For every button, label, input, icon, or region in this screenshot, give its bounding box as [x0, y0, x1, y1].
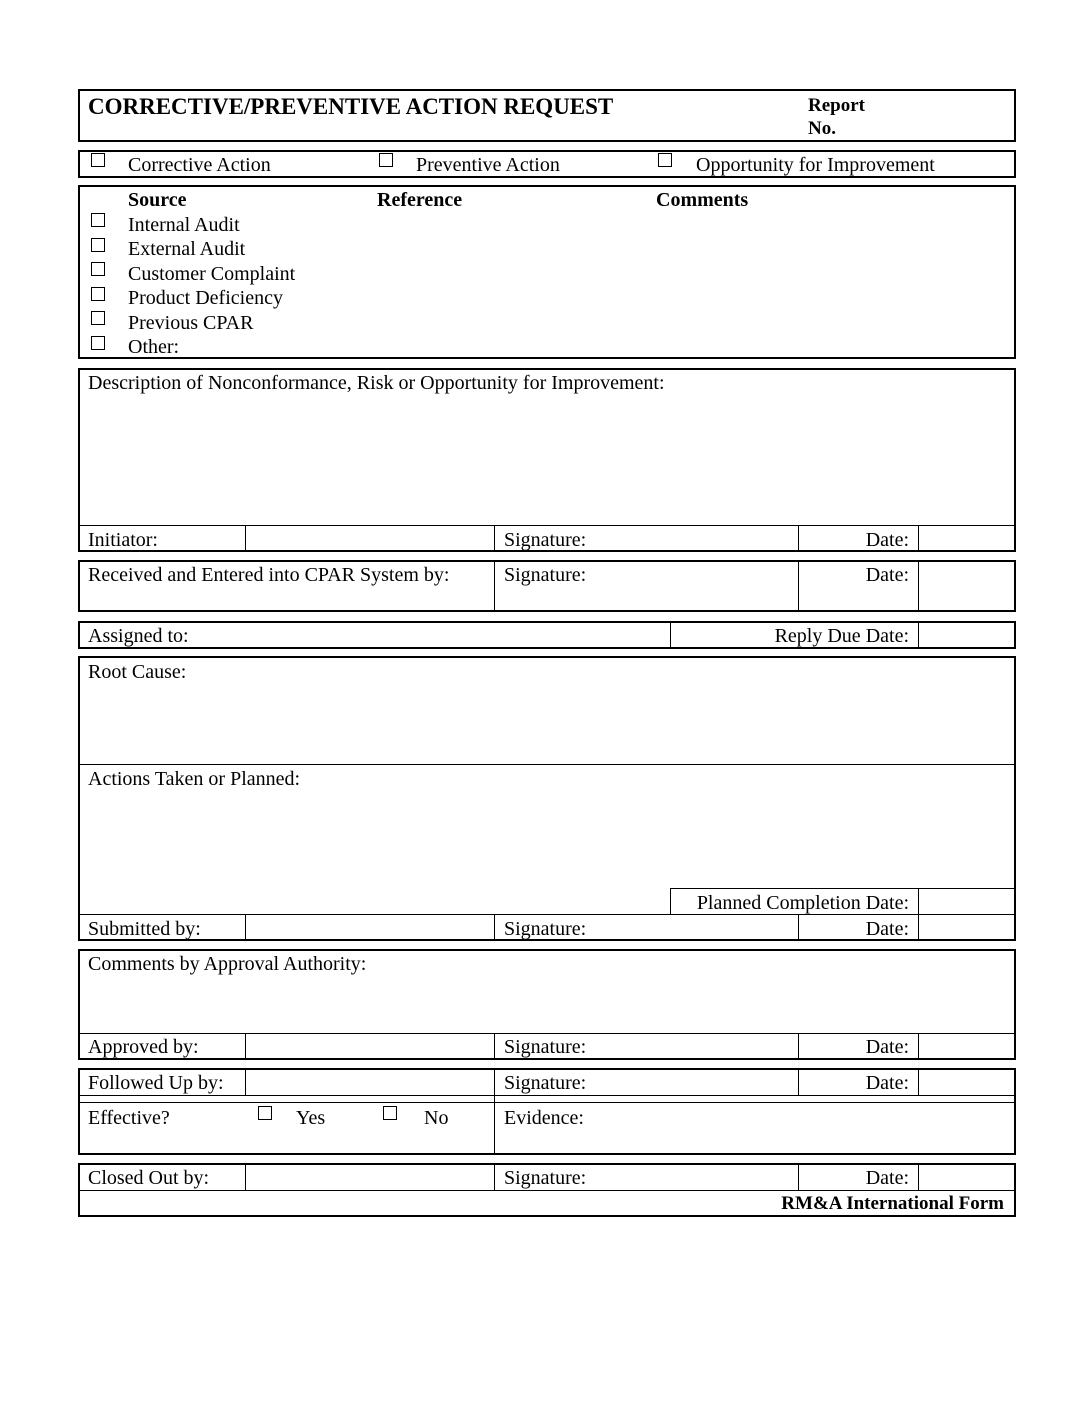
- effective-label: Effective?: [88, 1107, 170, 1129]
- submitted-by-field[interactable]: [247, 916, 492, 938]
- divider: [494, 525, 495, 551]
- divider: [245, 1164, 246, 1190]
- comments-field[interactable]: [652, 212, 1010, 354]
- evidence-label: Evidence:: [504, 1107, 584, 1129]
- description-label: Description of Nonconformance, Risk or Opportunity for Improvement:: [88, 372, 665, 394]
- divider: [79, 1190, 1015, 1191]
- approved-by-field[interactable]: [247, 1035, 492, 1057]
- divider: [918, 1164, 919, 1190]
- evidence-field[interactable]: [596, 1105, 1010, 1151]
- source-header: Source: [128, 189, 187, 211]
- source-internal-audit-label: Internal Audit: [128, 214, 240, 236]
- initiator-label: Initiator:: [88, 529, 158, 551]
- effective-yes-checkbox[interactable]: [258, 1106, 272, 1120]
- planned-completion-field[interactable]: [920, 890, 1012, 912]
- followed-up-signature-field[interactable]: [596, 1071, 796, 1093]
- source-other-checkbox[interactable]: [91, 336, 105, 350]
- comments-approval-field[interactable]: [84, 978, 1010, 1030]
- source-other-label: Other:: [128, 336, 180, 358]
- approved-date-field[interactable]: [920, 1035, 1012, 1057]
- initiator-signature-field[interactable]: [596, 527, 796, 549]
- root-cause-field[interactable]: [84, 686, 1010, 760]
- actions-taken-label: Actions Taken or Planned:: [88, 768, 301, 790]
- report-no-label-2: No.: [808, 118, 836, 139]
- submitted-date-label: Date:: [865, 918, 909, 940]
- root-cause-label: Root Cause:: [88, 661, 187, 683]
- report-no-label: Report: [808, 95, 865, 116]
- divider: [798, 914, 799, 940]
- actions-taken-field[interactable]: [84, 794, 1010, 886]
- divider: [798, 561, 799, 611]
- divider: [918, 1069, 919, 1095]
- divider: [918, 561, 919, 611]
- submitted-date-field[interactable]: [920, 916, 1012, 938]
- effective-no-label: No: [424, 1107, 449, 1129]
- initiator-field[interactable]: [247, 527, 492, 549]
- divider: [670, 888, 671, 914]
- reply-due-date-field[interactable]: [920, 623, 1012, 647]
- corrective-action-checkbox[interactable]: [91, 153, 105, 167]
- report-no-field[interactable]: [870, 92, 1010, 138]
- planned-completion-label: Planned Completion Date:: [696, 892, 909, 914]
- received-signature-field[interactable]: [500, 588, 796, 608]
- divider: [79, 1102, 1015, 1103]
- divider: [798, 525, 799, 551]
- divider: [494, 1164, 495, 1190]
- source-external-audit-checkbox[interactable]: [91, 238, 105, 252]
- followed-up-date-field[interactable]: [920, 1071, 1012, 1093]
- assigned-to-field[interactable]: [200, 623, 666, 647]
- comments-approval-label: Comments by Approval Authority:: [88, 953, 367, 975]
- submitted-by-label: Submitted by:: [88, 918, 201, 940]
- effective-yes-label: Yes: [296, 1107, 326, 1129]
- source-internal-audit-checkbox[interactable]: [91, 213, 105, 227]
- divider: [918, 1033, 919, 1059]
- received-date-field[interactable]: [920, 563, 1012, 609]
- divider: [918, 622, 919, 648]
- form-title: CORRECTIVE/PREVENTIVE ACTION REQUEST: [88, 94, 614, 119]
- divider: [798, 1164, 799, 1190]
- divider: [494, 561, 495, 611]
- initiator-date-label: Date:: [865, 529, 909, 551]
- divider: [79, 1095, 1015, 1096]
- approved-signature-label: Signature:: [504, 1036, 587, 1058]
- source-previous-cpar-checkbox[interactable]: [91, 311, 105, 325]
- preventive-action-label: Preventive Action: [416, 154, 560, 176]
- initiator-date-field[interactable]: [920, 527, 1012, 549]
- divider: [494, 1069, 495, 1154]
- divider: [79, 525, 1015, 526]
- opportunity-label: Opportunity for Improvement: [696, 154, 935, 176]
- source-external-audit-label: External Audit: [128, 238, 246, 260]
- comments-header: Comments: [656, 189, 749, 211]
- divider: [245, 1069, 246, 1095]
- effective-no-checkbox[interactable]: [383, 1106, 397, 1120]
- closed-out-signature-field[interactable]: [596, 1166, 796, 1188]
- approved-date-label: Date:: [865, 1036, 909, 1058]
- reply-due-date-label: Reply Due Date:: [774, 625, 909, 647]
- source-product-deficiency-checkbox[interactable]: [91, 287, 105, 301]
- submitted-signature-field[interactable]: [596, 916, 796, 938]
- divider: [670, 622, 671, 648]
- followed-up-date-label: Date:: [865, 1072, 909, 1094]
- divider: [494, 1033, 495, 1059]
- divider: [798, 1033, 799, 1059]
- received-label: Received and Entered into CPAR System by:: [88, 564, 450, 586]
- form-footer: RM&A International Form: [781, 1193, 1004, 1214]
- divider: [245, 1033, 246, 1059]
- closed-out-by-label: Closed Out by:: [88, 1167, 210, 1189]
- divider: [245, 914, 246, 940]
- received-date-label: Date:: [865, 564, 909, 586]
- submitted-signature-label: Signature:: [504, 918, 587, 940]
- source-customer-complaint-label: Customer Complaint: [128, 263, 296, 285]
- divider: [918, 914, 919, 940]
- description-field[interactable]: [84, 398, 1010, 522]
- initiator-signature-label: Signature:: [504, 529, 587, 551]
- divider: [918, 888, 919, 914]
- reference-header: Reference: [377, 189, 463, 211]
- received-signature-label: Signature:: [504, 564, 587, 586]
- opportunity-checkbox[interactable]: [658, 153, 672, 167]
- followed-up-by-label: Followed Up by:: [88, 1072, 224, 1094]
- closed-out-date-field[interactable]: [920, 1166, 1012, 1188]
- source-customer-complaint-checkbox[interactable]: [91, 262, 105, 276]
- closed-out-by-field[interactable]: [247, 1166, 492, 1188]
- followed-up-signature-label: Signature:: [504, 1072, 587, 1094]
- divider: [670, 888, 1015, 889]
- followed-up-by-field[interactable]: [247, 1071, 492, 1093]
- divider: [245, 525, 246, 551]
- corrective-action-label: Corrective Action: [128, 154, 271, 176]
- divider: [798, 1069, 799, 1095]
- reference-field[interactable]: [372, 212, 642, 354]
- closed-out-date-label: Date:: [865, 1167, 909, 1189]
- approved-by-label: Approved by:: [88, 1036, 199, 1058]
- preventive-action-checkbox[interactable]: [379, 153, 393, 167]
- assigned-to-label: Assigned to:: [88, 625, 189, 647]
- divider: [79, 1033, 1015, 1034]
- divider: [918, 525, 919, 551]
- source-previous-cpar-label: Previous CPAR: [128, 312, 254, 334]
- closed-out-signature-label: Signature:: [504, 1167, 587, 1189]
- divider: [79, 764, 1015, 765]
- source-product-deficiency-label: Product Deficiency: [128, 287, 283, 309]
- divider: [79, 914, 1015, 915]
- divider: [494, 914, 495, 940]
- approved-signature-field[interactable]: [596, 1035, 796, 1057]
